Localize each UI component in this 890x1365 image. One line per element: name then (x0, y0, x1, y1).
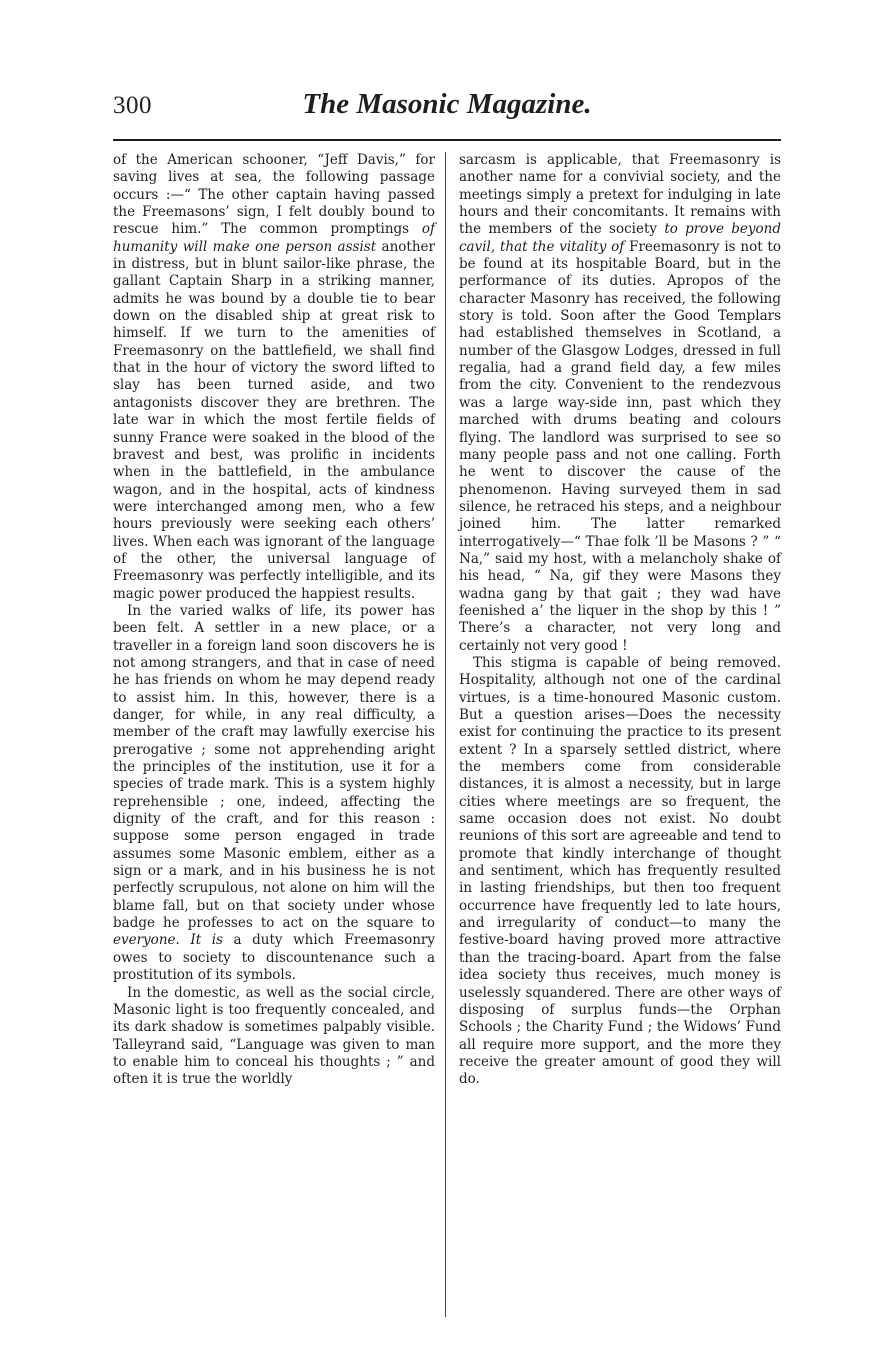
column-divider (445, 152, 446, 1317)
left-paragraph-1 (113, 152, 435, 603)
left-p2-text-a: In the varied walks of life, its power has been felt. A settler in a new place, or a traveller in a foreign land soon discovers he is not among strangers, and that in case of need he has friends on whom he may depend ready to assist him. In this, however, there is a danger, for while, in any real difficulty, a member of the craft may lawfully exercise his prerogative ; some not apprehending aright the principles of the institution, use it for a species of trade mark. This is a system highly reprehensible ; one, indeed, affecting the dignity of the craft, and for this reason : suppose some person engaged in trade assumes some Masonic emblem, either as a sign or a mark, and in his business he is not perfectly scrupulous, not alone on him will the blame fall, but on that society under whose badge he professes to act on the square to (113, 602, 435, 932)
header-rule (113, 139, 781, 141)
left-p2-italic: everyone. It is (113, 932, 223, 949)
running-title: The Masonic Magazine. (302, 88, 592, 120)
right-p1-italic: to prove beyond cavil, that the vitality of (459, 221, 781, 255)
left-p2-text-b: a duty which Freemasonry owes to society to discountenance such a prostitution of its symbols. (113, 932, 436, 984)
left-p1-text-a: of the American schooner, “Jeff Davis,” for saving lives at sea, the following passage occurs :—“ The other captain having passed the Freemasons’ sign, I felt doubly bound to rescue him.” The common promptings (113, 152, 435, 238)
page-header (113, 88, 781, 128)
left-p1-text-b: another in distress, but in blunt sailor-like phrase, the gallant Captain Sharp in a striking manner, admits he was bound by a double tie to bear down on the disabled ship at great risk to himself. If we turn to the amenities of Freemasonry on the battlefield, we shall find that in the hour of victory the sword lifted to slay has been turned aside, and two antagonists discover they are brethren. The late war in which the most fertile fields of sunny France were soaked in the blood of the bravest and best, was prolific in incidents when in the battlefield, in the ambulance wagon, and in the hospital, acts of kindness were interchanged among men, who a few hours previously were seeking each others’ lives. When each was ignorant of the language of the other, the universal language of Freemasonry was perfectly intelligible, and its magic power produced the happiest results. (113, 238, 435, 602)
page-number: 300 (113, 92, 152, 119)
left-column (113, 152, 435, 1089)
right-p1-text-a: sarcasm is applicable, that Freemasonry is another name for a convivial society, and the meetings simply a pretext for indulging in late hours and their concomitants. It remains with the members of the society (459, 152, 781, 238)
right-paragraph-1 (459, 152, 781, 655)
left-paragraph-2 (113, 603, 435, 985)
left-p1-italic: of humanity will make one person assist (113, 221, 435, 255)
right-p1-text-b: Freemasonry is not to be found at its hospitable Board, but in the performance of its duties. Apropos of the character Masonry has received, the following story is told. Soon after the Good Templars had established themselves in Scotland, a number of the Glasgow Lodges, dressed in full regalia, had a grand field day, a few miles from the city. Convenient to the rendezvous was a large way-side inn, past which they marched with drums beating and colours flying. The landlord was surprised to see so many people pass and not one calling. Forth he went to discover the cause of the phenomenon. Having surveyed them in sad silence, he retraced his steps, and a neighbour joined him. The latter remarked interrogatively—“ Thae folk ’ll be Masons ? ” “ Na,” said my host, with a melancholy shake of his head, “ Na, gif they were Masons they wadna gang by that gait ; they wad have feenished a’ the liquer in the shop by this ! ” There’s a character, not very long and certainly not very good ! (459, 238, 781, 654)
right-paragraph-2: This stigma is capable of being removed. Hospitality, although not one of the cardinal virtues, is a time-honoured Masonic custom. But a question arises—Does the necessity exist for continuing the practice to its present extent ? In a sparsely settled district, where the members come from considerable distances, it is almost a necessity, but in large cities where meetings are so frequent, the same occasion does not exist. No doubt reunions of this sort are agreeable and tend to promote that kindly interchange of thought and sentiment, which has frequently resulted in lasting friendships, but then too frequent occurrence have frequently led to late hours, and irregularity of conduct—to many the festive-board having proved more attractive than the tracing-board. Apart from the false idea society thus receives, much money is uselessly squandered. There are other ways of disposing of surplus funds—the Orphan Schools ; the Charity Fund ; the Widows’ Fund all require more support, and the more they receive the greater amount of good they will do. (459, 654, 781, 1088)
right-column (459, 152, 781, 1089)
left-paragraph-3: In the domestic, as well as the social circle, Masonic light is too frequently concealed, and its dark shadow is sometimes palpably visible. Talleyrand said, “Language was given to man to enable him to conceal his thoughts ; ” and often it is true the worldly (113, 984, 435, 1088)
